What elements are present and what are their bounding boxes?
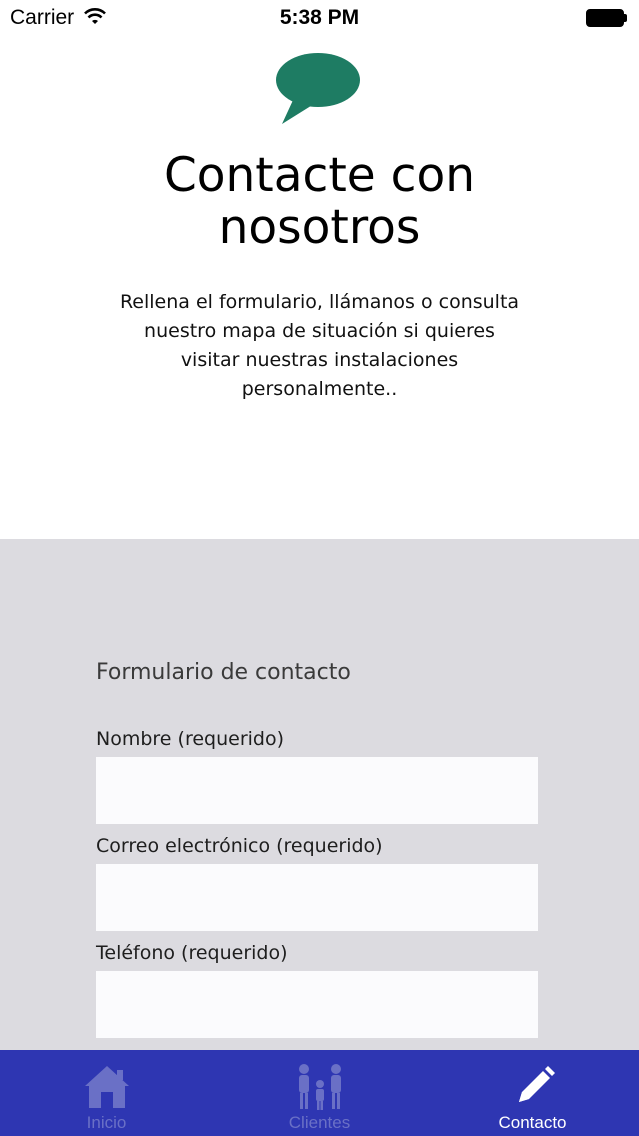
home-icon bbox=[81, 1062, 133, 1112]
page-title-line1: Contacte con bbox=[163, 148, 476, 203]
status-bar bbox=[0, 0, 639, 40]
page-title bbox=[100, 150, 539, 254]
chat-bubble-icon bbox=[272, 50, 362, 126]
pencil-icon bbox=[507, 1062, 559, 1112]
intro-line: personalmente.. bbox=[241, 378, 398, 400]
email-field-label: Correo electrónico (requerido) bbox=[96, 835, 383, 857]
phone-field[interactable] bbox=[96, 971, 538, 1038]
carrier-label: Carrier bbox=[10, 6, 75, 29]
tab-clientes[interactable] bbox=[213, 1050, 426, 1136]
phone-field-label: Teléfono (requerido) bbox=[96, 942, 288, 964]
intro-text bbox=[86, 288, 553, 404]
people-icon bbox=[294, 1062, 346, 1112]
name-field[interactable] bbox=[96, 757, 538, 824]
tab-bar bbox=[0, 1050, 639, 1136]
page-title-line2: nosotros bbox=[218, 200, 421, 255]
tab-clientes-label: Clientes bbox=[288, 1113, 351, 1132]
intro-line: visitar nuestras instalaciones bbox=[180, 349, 459, 371]
tab-contacto-label: Contacto bbox=[498, 1113, 567, 1132]
battery-icon bbox=[586, 9, 628, 27]
form-title: Formulario de contacto bbox=[96, 660, 351, 685]
tab-inicio-label: Inicio bbox=[86, 1113, 127, 1132]
name-field-label: Nombre (requerido) bbox=[96, 728, 285, 750]
intro-line: nuestro mapa de situación si quieres bbox=[144, 320, 495, 342]
email-field[interactable] bbox=[96, 864, 538, 931]
tab-contacto[interactable] bbox=[426, 1050, 639, 1136]
intro-line: Rellena el formulario, llámanos o consulta bbox=[119, 291, 520, 313]
clock: 5:38 PM bbox=[279, 6, 360, 29]
tab-inicio[interactable] bbox=[0, 1050, 213, 1136]
